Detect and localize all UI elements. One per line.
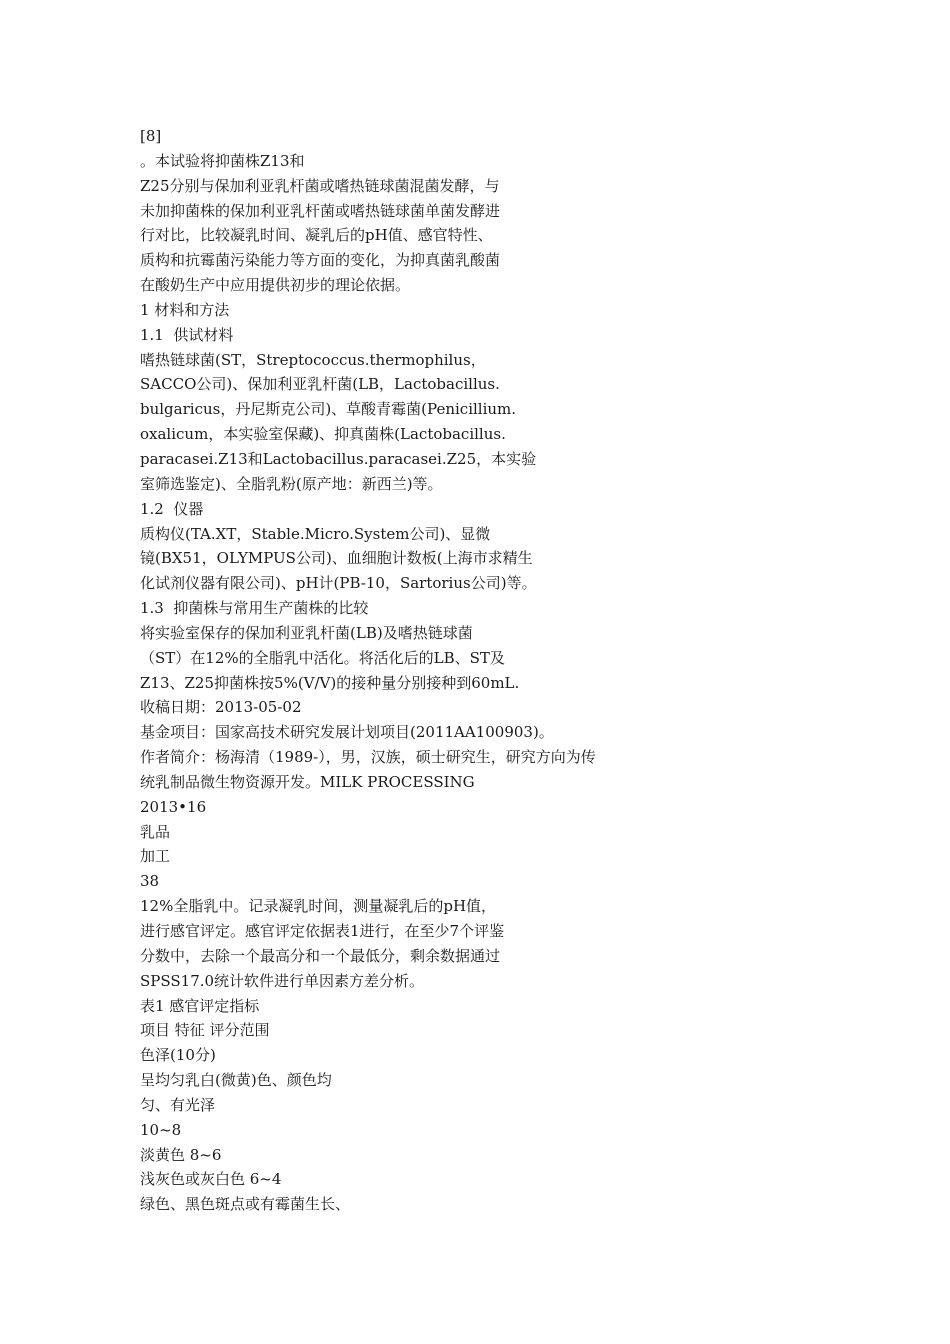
journal-name: 加工 [140, 847, 171, 866]
table-caption: 表1 感官评定指标 [140, 996, 260, 1015]
table-header: 项目 特征 评分范围 [140, 1021, 270, 1040]
text-line: 质构仪(TA.XT，Stable.Micro.System公司)、显微 [140, 524, 491, 543]
table-cell: 匀、有光泽 [140, 1095, 216, 1114]
text-line: paracasei.Z13和Lactobacillus.paracasei.Z25，本实验 [140, 449, 537, 468]
text-line: 行对比，比较凝乳时间、凝乳后的pH值、感官特性、 [140, 226, 493, 245]
text-line: 未加抑菌株的保加利亚乳杆菌或嗜热链球菌单菌发酵进 [140, 201, 501, 220]
table-cell: 10~8 [140, 1120, 182, 1139]
document-page [140, 124, 840, 1217]
text-line: 进行感官评定。感官评定依据表1进行，在至少7个评鉴 [140, 922, 505, 940]
page-number: 38 [140, 872, 160, 891]
text-line: SACCO公司)、保加利亚乳杆菌(LB，Lactobacillus. [140, 375, 500, 394]
text-line: [8] [140, 127, 162, 145]
text-line: 分数中，去除一个最高分和一个最低分，剩余数据通过 [140, 946, 501, 965]
text-line: SPSS17.0统计软件进行单因素方差分析。 [140, 971, 425, 990]
text-line: oxalicum，本实验室保藏)、抑真菌株(Lactobacillus. [140, 425, 506, 444]
text-line: 。本试验将抑菌株Z13和 [140, 151, 305, 170]
author-note: 作者简介：杨海清（1989-），男，汉族，硕士研究生，研究方向为传 [140, 748, 596, 767]
text-line: 在酸奶生产中应用提供初步的理论依据。 [140, 276, 411, 295]
text-line: 12%全脂乳中。记录凝乳时间，测量凝乳后的pH值， [140, 897, 497, 916]
subsection-heading: 1.2 仪器 [140, 499, 204, 518]
journal-issue: 2013•16 [140, 797, 207, 816]
text-line: 嗜热链球菌(ST，Streptococcus.thermophilus， [140, 350, 486, 369]
text-line: Z13、Z25抑菌株按5%(V/V)的接种量分别接种到60mL. [140, 673, 520, 692]
text-line: 化试剂仪器有限公司)、pH计(PB-10，Sartorius公司)等。 [140, 574, 537, 593]
text-line: Z25分别与保加利亚乳杆菌或嗜热链球菌混菌发酵，与 [140, 176, 500, 195]
author-note: 统乳制品微生物资源开发。MILK PROCESSING [140, 772, 475, 791]
table-cell: 淡黄色 8~6 [140, 1145, 222, 1164]
table-cell: 色泽(10分) [140, 1046, 216, 1065]
subsection-heading: 1.1 供试材料 [140, 325, 234, 344]
subsection-heading: 1.3 抑菌株与常用生产菌株的比较 [140, 599, 369, 618]
journal-name: 乳品 [140, 822, 171, 841]
text-line: 镜(BX51，OLYMPUS公司)、血细胞计数板(上海市求精生 [140, 549, 533, 568]
text-line: bulgaricus，丹尼斯克公司)、草酸青霉菌(Penicillium. [140, 400, 517, 419]
section-heading: 1 材料和方法 [140, 300, 230, 319]
table-cell: 呈均匀乳白(微黄)色、颜色均 [140, 1071, 332, 1090]
table-cell: 绿色、黑色斑点或有霉菌生长、 [140, 1195, 351, 1214]
text-line: （ST）在12%的全脂乳中活化。将活化后的LB、ST及 [140, 648, 505, 667]
text-line: 将实验室保存的保加利亚乳杆菌(LB)及嗜热链球菌 [140, 623, 473, 642]
table-cell: 浅灰色或灰白色 6~4 [140, 1170, 282, 1189]
funding-note: 基金项目：国家高技术研究发展计划项目(2011AA100903)。 [140, 723, 554, 742]
text-line: 室筛选鉴定)、全脂乳粉(原产地：新西兰)等。 [140, 474, 443, 493]
received-date: 收稿日期：2013-05-02 [140, 698, 302, 717]
text-line: 质构和抗霉菌污染能力等方面的变化，为抑真菌乳酸菌 [140, 251, 501, 270]
